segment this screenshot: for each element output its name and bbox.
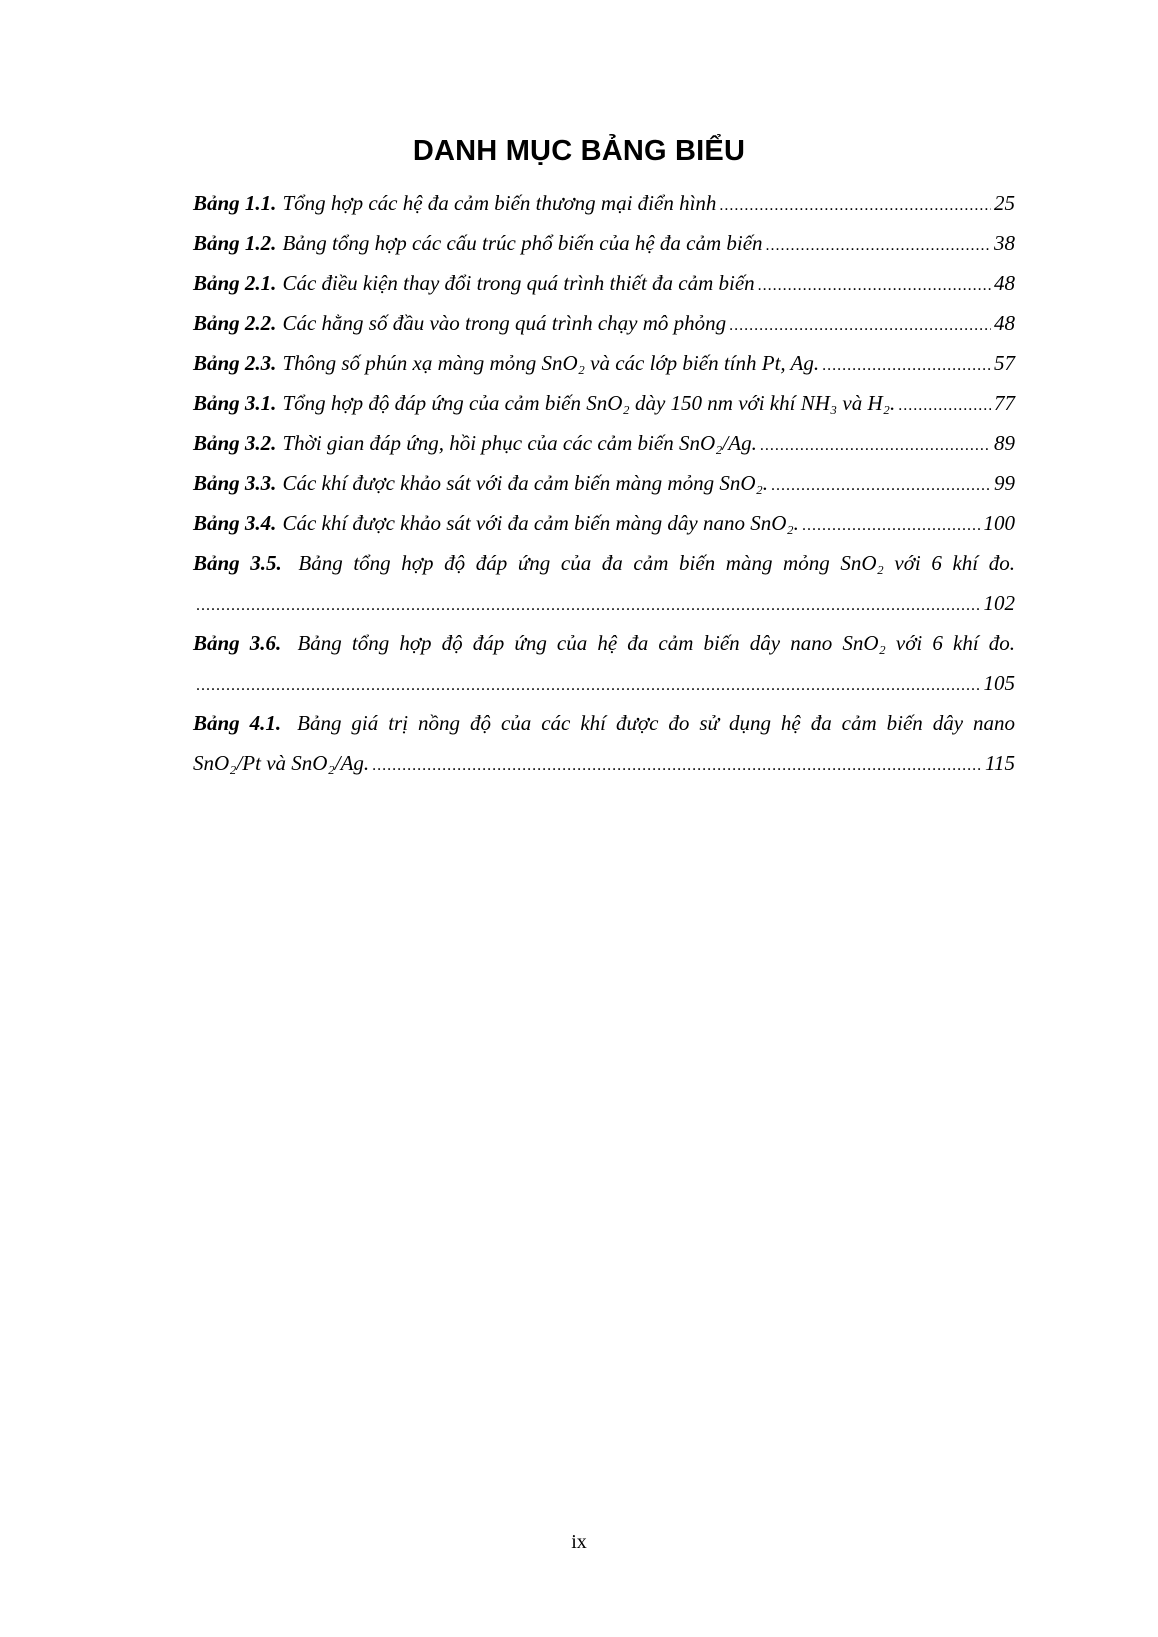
dot-leader — [802, 506, 981, 546]
page-title: DANH MỤC BẢNG BIỂU — [412, 135, 746, 167]
entry-number: Bảng 4.1. — [193, 711, 282, 735]
entry-title: Các hằng số đầu vào trong quá trình chạy mô phỏng — [282, 311, 727, 335]
entry-number: Bảng 1.2. — [193, 231, 277, 255]
entry-title: Bảng tổng hợp độ đáp ứng của đa cảm biến màng mỏng SnO₂ với 6 khí đo. — [298, 551, 1015, 575]
entry-second-line — [193, 663, 1015, 703]
page-number: ix — [571, 1531, 587, 1553]
dot-leader — [771, 466, 991, 506]
entry-title: Bảng tổng hợp độ đáp ứng của hệ đa cảm biến dây nano SnO₂ với 6 khí đo. — [297, 631, 1016, 655]
entry-first-line — [193, 543, 1015, 583]
dot-leader — [898, 386, 991, 426]
table-list — [193, 183, 1015, 783]
entry-first-line — [193, 623, 1015, 663]
entry-page: 77 — [994, 391, 1015, 415]
entry-number: Bảng 2.3. — [193, 351, 277, 375]
toc-entry[interactable] — [193, 543, 1015, 623]
entry-page: 38 — [994, 231, 1015, 255]
entry-title: Tổng hợp độ đáp ứng của cảm biến SnO₂ dày 150 nm với khí NH₃ và H₂. — [282, 391, 896, 415]
toc-entry[interactable] — [193, 423, 1015, 463]
dot-leader — [766, 226, 991, 266]
entry-page: 100 — [983, 511, 1015, 535]
entry-number: Bảng 1.1. — [193, 191, 277, 215]
toc-entry[interactable] — [193, 703, 1015, 783]
entry-number: Bảng 3.2. — [193, 431, 277, 455]
entry-page: 102 — [983, 591, 1015, 615]
dot-leader — [822, 346, 991, 386]
toc-entry[interactable] — [193, 183, 1015, 223]
entry-title: Các khí được khảo sát với đa cảm biến màng dây nano SnO₂. — [282, 511, 799, 535]
toc-entry[interactable] — [193, 463, 1015, 503]
entry-title: Thời gian đáp ứng, hồi phục của các cảm biến SnO₂/Ag. — [282, 431, 757, 455]
toc-entry[interactable] — [193, 503, 1015, 543]
toc-entry[interactable] — [193, 383, 1015, 423]
toc-entry[interactable] — [193, 343, 1015, 383]
entry-page: 89 — [994, 431, 1015, 455]
entry-first-line — [193, 703, 1015, 743]
entry-number: Bảng 3.3. — [193, 471, 277, 495]
entry-page: 115 — [985, 751, 1015, 775]
entry-page: 25 — [994, 191, 1015, 215]
entry-title-continued: SnO₂/Pt và SnO₂/Ag. — [193, 751, 370, 775]
entry-page: 57 — [994, 351, 1015, 375]
entry-page: 48 — [994, 271, 1015, 295]
entry-page: 48 — [994, 311, 1015, 335]
dot-leader — [760, 426, 991, 466]
entry-second-line — [193, 583, 1015, 623]
entry-title: Thông số phún xạ màng mỏng SnO₂ và các lớp biến tính Pt, Ag. — [282, 351, 820, 375]
entry-title: Bảng giá trị nồng độ của các khí được đo sử dụng hệ đa cảm biến dây nano — [297, 711, 1016, 735]
entry-number: Bảng 3.1. — [193, 391, 277, 415]
dot-leader — [196, 666, 981, 706]
dot-leader — [719, 186, 991, 226]
dot-leader — [758, 266, 991, 306]
entry-title: Bảng tổng hợp các cấu trúc phổ biến của hệ đa cảm biến — [282, 231, 763, 255]
entry-second-line — [193, 743, 1015, 783]
entry-title: Tổng hợp các hệ đa cảm biến thương mại điển hình — [282, 191, 717, 215]
toc-entry[interactable] — [193, 623, 1015, 703]
entry-number: Bảng 3.4. — [193, 511, 277, 535]
dot-leader — [196, 586, 981, 626]
dot-leader — [372, 746, 982, 786]
toc-entry[interactable] — [193, 263, 1015, 303]
entry-number: Bảng 3.5. — [193, 551, 282, 575]
entry-number: Bảng 2.1. — [193, 271, 277, 295]
entry-number: Bảng 3.6. — [193, 631, 282, 655]
dot-leader — [729, 306, 991, 346]
entry-title: Các điều kiện thay đổi trong quá trình thiết đa cảm biến — [282, 271, 755, 295]
toc-entry[interactable] — [193, 303, 1015, 343]
toc-entry[interactable] — [193, 223, 1015, 263]
entry-number: Bảng 2.2. — [193, 311, 277, 335]
entry-title: Các khí được khảo sát với đa cảm biến màng mỏng SnO₂. — [282, 471, 769, 495]
entry-page: 99 — [994, 471, 1015, 495]
entry-page: 105 — [983, 671, 1015, 695]
